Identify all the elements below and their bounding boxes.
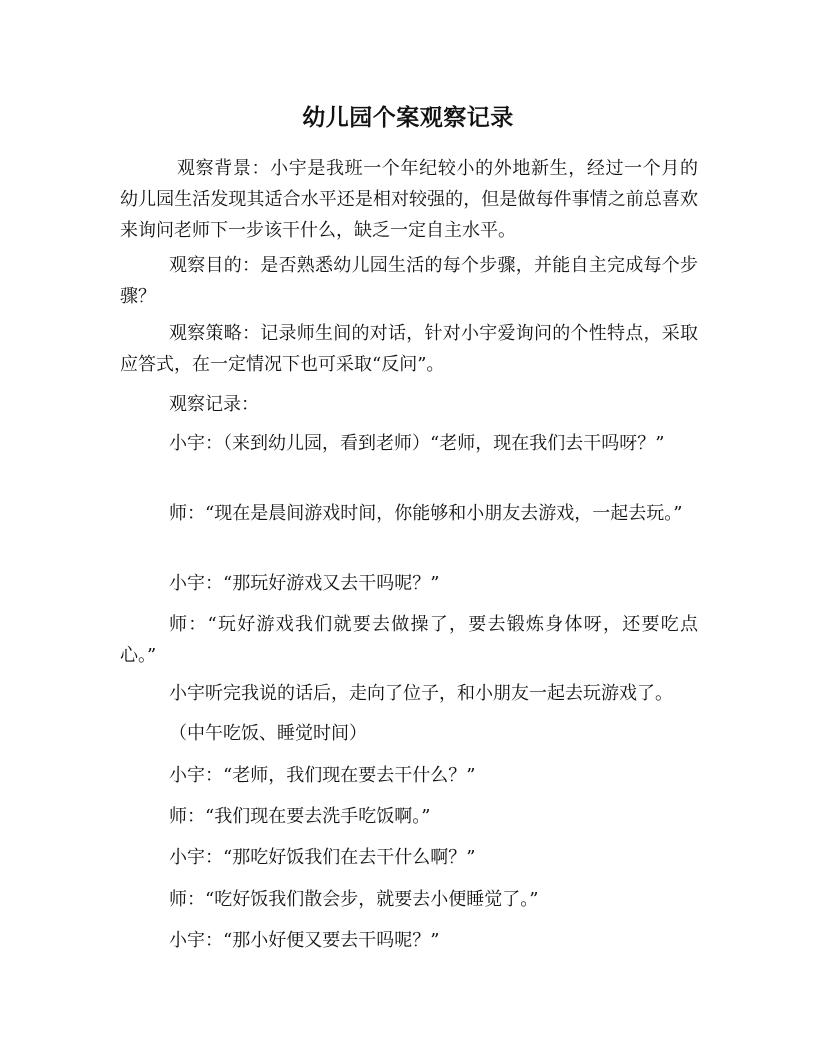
dialogue-line: 小宇：“那吃好饭我们在去干什么啊？” — [169, 847, 476, 868]
narration-line: 小宇听完我说的话后，走向了位子，和小朋友一起去玩游戏了。 — [169, 683, 673, 704]
dialogue-line: 小宇：（来到幼儿园，看到老师）“老师，现在我们去干吗呀？” — [169, 433, 665, 454]
dialogue-line: 师：“我们现在要去洗手吃饭啊。” — [169, 806, 431, 827]
page-title: 幼儿园个案观察记录 — [302, 105, 514, 131]
dialogue-line: 小宇：“老师，我们现在要去干什么？” — [169, 765, 476, 786]
paragraph-strategy: 观察策略：记录师生间的对话，针对小宇爱询问的个性特点，采取应答式，在一定情况下也可采取“反问”。 — [120, 323, 698, 375]
dialogue-line: 师：“玩好游戏我们就要去做操了，要去锻炼身体呀，还要吃点心。” — [120, 614, 698, 666]
dialogue-line: 师：“现在是晨间游戏时间，你能够和小朋友去游戏，一起去玩。” — [169, 503, 683, 524]
paragraph-record-heading: 观察记录： — [169, 394, 259, 415]
paragraph-purpose: 观察目的：是否熟悉幼儿园生活的每个步骤，并能自主完成每个步骤？ — [120, 255, 698, 307]
dialogue-line: 师：“吃好饭我们散会步，就要去小便睡觉了。” — [169, 889, 539, 910]
dialogue-line: 小宇：“那玩好游戏又去干吗呢？” — [169, 573, 440, 594]
dialogue-line: 小宇：“那小好便又要去干吗呢？” — [169, 930, 440, 951]
paragraph-background: 观察背景：小宇是我班一个年纪较小的外地新生，经过一个月的幼儿园生活发现其适合水平还是相对较强的，但是做每件事情之前总喜欢来询问老师下一步该干什么，缺乏一定自主水平。 — [120, 158, 698, 241]
scene-note: （中午吃饭、睡觉时间） — [169, 723, 367, 744]
